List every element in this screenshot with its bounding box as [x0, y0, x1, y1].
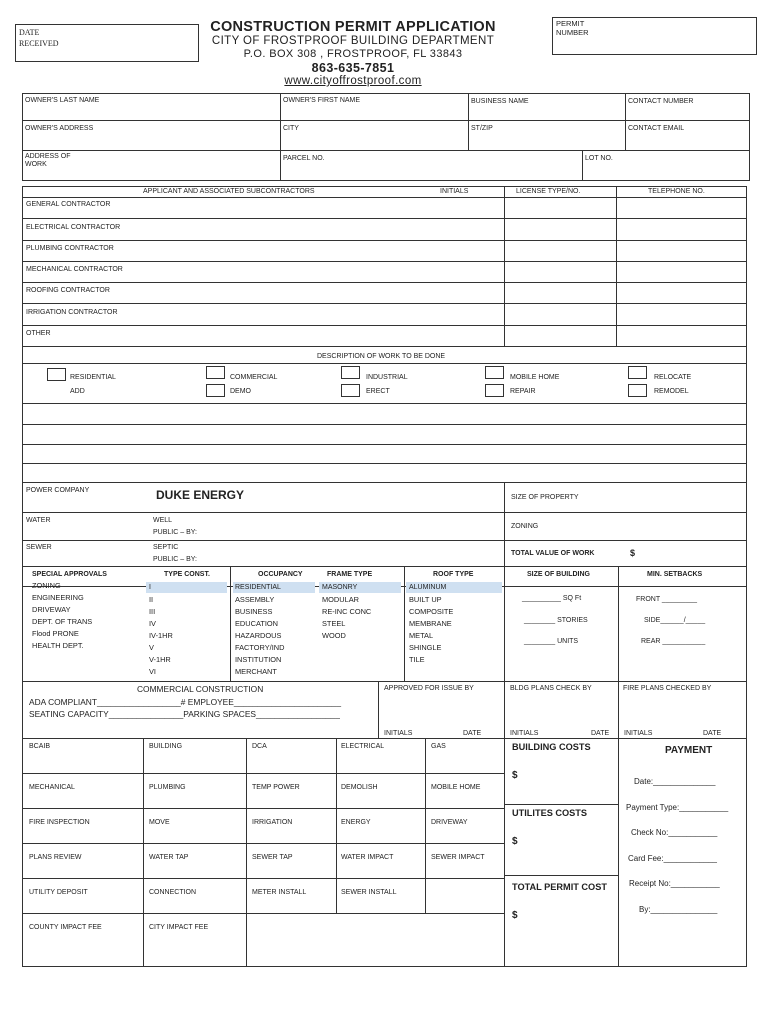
remodel-checkbox[interactable]	[628, 384, 647, 397]
form-title: CONSTRUCTION PERMIT APPLICATION	[210, 19, 496, 35]
erect-checkbox[interactable]	[341, 384, 360, 397]
electrical-contractor-label: ELECTRICAL CONTRACTOR	[26, 224, 121, 231]
st-zip-label: ST/ZIP	[471, 125, 493, 132]
side-setback-field[interactable]: SIDE______/_____	[644, 617, 706, 624]
total-value-label: TOTAL VALUE OF WORK	[511, 550, 595, 557]
department-phone: 863-635-7851	[311, 61, 395, 75]
fire-plans-check-label: FIRE PLANS CHECKED BY	[623, 685, 712, 692]
owner-first-name-label: OWNER'S FIRST NAME	[283, 97, 361, 104]
stories-field[interactable]: ________ STORIES	[524, 617, 588, 624]
ada-compliant-line[interactable]: ADA COMPLIANT__________________# EMPLOYEE_______________________	[29, 697, 341, 707]
fee-city-impact: CITY IMPACT FEE	[149, 924, 209, 931]
fee-energy: ENERGY	[341, 819, 371, 826]
water-label: WATER	[26, 517, 51, 524]
frame-type-list: MODULAR RE-INC CONC STEEL WOOD	[322, 595, 372, 640]
type-const-selected[interactable]	[146, 582, 227, 593]
payment-header: PAYMENT	[665, 745, 713, 756]
city-label: CITY	[283, 125, 299, 132]
sewer-label: SEWER	[26, 544, 52, 551]
permit-number-label: PERMIT NUMBER	[556, 19, 589, 37]
fee-move: MOVE	[149, 819, 170, 826]
roofing-contractor-label: ROOFING CONTRACTOR	[26, 287, 110, 294]
check-no-field[interactable]: Check No:___________	[631, 828, 718, 837]
commercial-checkbox[interactable]	[206, 366, 225, 379]
permit-number-box[interactable]	[553, 18, 756, 54]
fee-electrical: ELECTRICAL	[341, 743, 385, 750]
payment-by-field[interactable]: By:_______________	[639, 905, 718, 914]
special-approvals-header: SPECIAL APPROVALS	[32, 571, 107, 578]
residential-checkbox[interactable]	[47, 368, 66, 381]
business-name-label: BUSINESS NAME	[471, 98, 529, 105]
owner-last-name-label: OWNER'S LAST NAME	[25, 97, 100, 104]
fee-gas: GAS	[431, 743, 446, 750]
fee-driveway: DRIVEWAY	[431, 819, 468, 826]
address-of-work-label: ADDRESS OF WORK	[25, 153, 71, 168]
fee-sewer-install: SEWER INSTALL	[341, 889, 397, 896]
fire-date-label: DATE	[703, 730, 722, 737]
size-of-building-header: SIZE OF BUILDING	[527, 571, 590, 578]
fee-connection: CONNECTION	[149, 889, 197, 896]
add-label: ADD	[70, 388, 85, 395]
parcel-no-label: PARCEL NO.	[283, 155, 325, 162]
building-costs-dollar: $	[512, 770, 518, 781]
seating-capacity-line[interactable]: SEATING CAPACITY________________PARKING SPACES__________________	[29, 709, 340, 719]
industrial-checkbox[interactable]	[341, 366, 360, 379]
occupancy-header: OCCUPANCY	[258, 571, 303, 578]
roof-type-list: BUILT UP COMPOSITE MEMBRANE METAL SHINGLE TILE	[409, 595, 454, 664]
description-of-work-header: DESCRIPTION OF WORK TO BE DONE	[317, 353, 446, 360]
power-company-value: DUKE ENERGY	[156, 488, 245, 502]
bldg-plans-check-label: BLDG PLANS CHECK BY	[510, 685, 592, 692]
irrigation-contractor-label: IRRIGATION CONTRACTOR	[26, 309, 118, 316]
mobile-home-checkbox[interactable]	[485, 366, 504, 379]
roof-type-selected-label: ALUMINUM	[409, 584, 447, 591]
telephone-header: TELEPHONE NO.	[648, 188, 705, 195]
commercial-label: COMMERCIAL	[230, 374, 278, 381]
fee-dca: DCA	[252, 743, 267, 750]
fee-bcaib: BCAIB	[29, 743, 51, 750]
card-fee-field[interactable]: Card Fee:____________	[628, 854, 717, 863]
total-permit-cost-label: TOTAL PERMIT COST	[512, 882, 607, 892]
fee-temp-power: TEMP POWER	[252, 784, 300, 791]
fee-demolish: DEMOLISH	[341, 784, 378, 791]
fee-water-impact: WATER IMPACT	[341, 854, 394, 861]
frame-type-selected-label: MASONRY	[322, 584, 358, 591]
demo-checkbox[interactable]	[206, 384, 225, 397]
roof-type-header: ROOF TYPE	[433, 571, 474, 578]
frame-type-header: FRAME TYPE	[327, 571, 373, 578]
demo-label: DEMO	[230, 388, 251, 395]
repair-checkbox[interactable]	[485, 384, 504, 397]
lot-no-label: LOT NO.	[585, 155, 613, 162]
bldg-date-label: DATE	[591, 730, 610, 737]
sq-ft-field[interactable]: __________ SQ Ft	[522, 595, 582, 602]
fire-initials-label: INITIALS	[624, 730, 653, 737]
fee-mobile-home: MOBILE HOME	[431, 784, 481, 791]
rear-setback-field[interactable]: REAR ___________	[641, 638, 706, 645]
approved-date-label: DATE	[463, 730, 482, 737]
fee-building: BUILDING	[149, 743, 183, 750]
total-permit-cost-dollar: $	[512, 910, 518, 921]
commercial-construction-header: COMMERCIAL CONSTRUCTION	[137, 684, 264, 694]
fee-water-tap: WATER TAP	[149, 854, 189, 861]
type-const-header: TYPE CONST.	[164, 571, 210, 578]
payment-type-field[interactable]: Payment Type:___________	[626, 803, 729, 812]
initials-header: INITIALS	[440, 188, 469, 195]
mobile-home-label: MOBILE HOME	[510, 374, 560, 381]
mechanical-contractor-label: MECHANICAL CONTRACTOR	[26, 266, 123, 273]
receipt-no-field[interactable]: Receipt No:___________	[629, 879, 720, 888]
fee-meter-install: METER INSTALL	[252, 889, 307, 896]
fee-county-impact: COUNTY IMPACT FEE	[29, 924, 102, 931]
fee-plans-review: PLANS REVIEW	[29, 854, 82, 861]
size-of-property-label: SIZE OF PROPERTY	[511, 494, 579, 501]
general-contractor-label: GENERAL CONTRACTOR	[26, 201, 111, 208]
industrial-label: INDUSTRIAL	[366, 374, 408, 381]
approved-for-issue-label: APPROVED FOR ISSUE BY	[384, 685, 474, 692]
owner-address-label: OWNER'S ADDRESS	[25, 125, 94, 132]
zoning-label: ZONING	[511, 523, 539, 530]
residential-label: RESIDENTIAL	[70, 374, 116, 381]
sewer-options: SEPTIC PUBLIC – BY:	[153, 544, 197, 563]
plumbing-contractor-label: PLUMBING CONTRACTOR	[26, 245, 114, 252]
type-const-list: II III IV IV-1HR V V-1HR VI	[149, 595, 173, 676]
fee-plumbing: PLUMBING	[149, 784, 186, 791]
occupancy-list: ASSEMBLY BUSINESS EDUCATION HAZARDOUS FACTORY/IND INSTITUTION MERCHANT	[235, 595, 285, 676]
total-value-dollar: $	[630, 548, 636, 558]
front-setback-field[interactable]: FRONT _________	[636, 596, 697, 603]
contact-number-label: CONTACT NUMBER	[628, 98, 694, 105]
relocate-checkbox[interactable]	[628, 366, 647, 379]
units-field[interactable]: ________ UNITS	[524, 638, 579, 645]
remodel-label: REMODEL	[654, 388, 689, 395]
payment-date-field[interactable]: Date:______________	[634, 777, 716, 786]
fee-mechanical: MECHANICAL	[29, 784, 75, 791]
date-received-box[interactable]	[16, 25, 198, 61]
building-costs-label: BUILDING COSTS	[512, 742, 591, 752]
fee-irrigation: IRRIGATION	[252, 819, 293, 826]
min-setbacks-header: MIN. SETBACKS	[647, 571, 703, 578]
department-name: CITY OF FROSTPROOF BUILDING DEPARTMENT	[211, 35, 495, 47]
power-company-label: POWER COMPANY	[26, 487, 90, 494]
bldg-initials-label: INITIALS	[510, 730, 539, 737]
fee-sewer-impact: SEWER IMPACT	[431, 854, 485, 861]
other-contractor-label: OTHER	[26, 330, 51, 337]
contact-email-label: CONTACT EMAIL	[628, 125, 685, 132]
utilites-costs-dollar: $	[512, 836, 518, 847]
fee-utility-deposit: UTILITY DEPOSIT	[29, 889, 88, 896]
water-options: WELL PUBLIC – BY:	[153, 517, 197, 536]
department-website[interactable]: www.cityoffrostproof.com	[284, 75, 422, 87]
subcontractors-header: APPLICANT AND ASSOCIATED SUBCONTRACTORS	[143, 188, 315, 195]
license-header: LICENSE TYPE/NO.	[516, 188, 581, 195]
repair-label: REPAIR	[510, 388, 536, 395]
date-received-label: DATE RECEIVED	[19, 28, 59, 48]
approved-initials-label: INITIALS	[384, 730, 413, 737]
relocate-label: RELOCATE	[654, 374, 692, 381]
fee-fire-inspection: FIRE INSPECTION	[29, 819, 90, 826]
occupancy-selected-label: RESIDENTIAL	[235, 584, 281, 591]
special-approvals-list: ZONING ENGINEERING DRIVEWAY DEPT. OF TRANS Flood PRONE HEALTH DEPT.	[32, 581, 93, 650]
utilites-costs-label: UTILITES COSTS	[512, 808, 588, 818]
department-address: P.O. BOX 308 , FROSTPROOF, FL 33843	[243, 48, 463, 60]
fee-sewer-tap: SEWER TAP	[252, 854, 293, 861]
erect-label: ERECT	[366, 388, 390, 395]
type-const-selected-label: I	[149, 584, 151, 591]
